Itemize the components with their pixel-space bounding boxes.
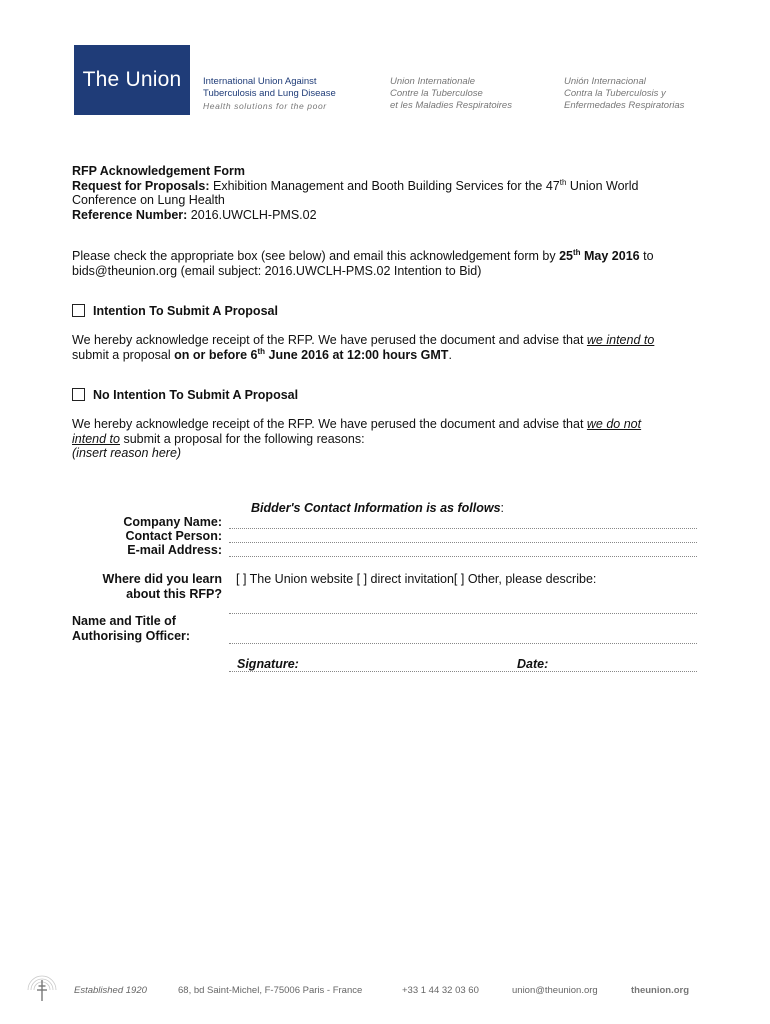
company-label: Company Name: [123,515,222,529]
logo-text: The Union [82,68,182,91]
signature-label: Signature: [237,657,299,671]
signature-field[interactable] [229,671,697,672]
learn-options[interactable]: [ ] The Union website [ ] direct invitation[ ] Other, please describe: [236,572,597,586]
org-es-line1: Unión Internacional [564,76,646,87]
intent-heading-text: Intention To Submit A Proposal [93,304,278,318]
intent-heading [72,304,278,319]
intent-deadline: on or before 6 [174,347,258,362]
instructions [72,249,712,278]
no-intent-heading-text: No Intention To Submit A Proposal [93,388,299,402]
org-name-english [203,76,336,112]
rfp-text: Exhibition Management and Booth Building Services for the 47 [209,178,560,193]
email-field[interactable] [229,556,697,557]
officer-label [72,614,190,643]
deadline-day: 25 [559,249,573,263]
person-field[interactable] [229,542,697,543]
org-name-french [390,76,512,112]
email-label: E-mail Address: [127,543,222,557]
form-title: RFP Acknowledgement Form [72,164,245,178]
instr-email-line: bids@theunion.org (email subject: 2016.UWCLH-PMS.02 Intention to Bid) [72,263,482,278]
footer-phone: +33 1 44 32 03 60 [402,985,479,996]
rfp-line [72,179,692,194]
org-en-line1: International Union Against [203,76,317,87]
intent-period: . [448,347,452,362]
form-header [72,164,692,222]
intent-checkbox[interactable] [72,304,85,317]
org-es-line3: Enfermedades Respiratorias [564,100,685,111]
officer-label-2: Authorising Officer: [72,628,191,643]
footer-email[interactable]: union@theunion.org [512,985,598,996]
footer-established: Established 1920 [74,985,147,996]
footer-website[interactable]: theunion.org [631,985,690,996]
deadline-month: May 2016 [580,249,640,263]
org-name-spanish [564,76,684,112]
reference-value: 2016.UWCLH-PMS.02 [187,207,317,222]
intent-text: We hereby acknowledge receipt of the RFP. We have perused the document and advise that [72,333,587,347]
intent-paragraph [72,333,712,362]
learn-label-1: Where did you learn [102,572,222,586]
rfp-text-3: Conference on Lung Health [72,193,225,207]
no-intent-underlined: we do not [586,417,642,431]
intent-deadline-sup: th [257,346,266,356]
lorraine-cross-icon [24,968,60,1004]
reason-placeholder[interactable]: (insert reason here) [72,446,182,460]
learn-other-field[interactable] [229,613,697,614]
contact-heading [251,501,504,516]
date-label: Date: [517,657,549,671]
intent-underlined: we intend to [586,333,655,347]
deadline-sup: th [572,247,581,257]
reference-line [72,208,692,223]
org-fr-line2: Contre la Tuberculose [390,88,483,99]
learn-label [72,572,222,601]
officer-label-1: Name and Title of [72,614,176,628]
org-en-line2: Tuberculosis and Lung Disease [203,88,336,99]
contact-heading-colon: : [500,501,505,515]
reference-label: Reference Number: [72,207,188,222]
contact-heading-text: Bidder's Contact Information is as follows [251,501,501,515]
no-intent-paragraph [72,417,712,461]
no-intent-text-2: submit a proposal for the following reasons: [119,431,365,446]
no-intent-underlined-2: intend to [72,431,120,446]
rfp-text-2: Union World [566,178,639,193]
rfp-label: Request for Proposals: [72,178,210,193]
footer-address: 68, bd Saint-Michel, F-75006 Paris - France [178,985,363,996]
no-intent-checkbox[interactable] [72,388,85,401]
org-tagline: Health solutions for the poor [203,101,327,111]
no-intent-text: We hereby acknowledge receipt of the RFP. We have perused the document and advise that [72,417,587,431]
no-intent-heading [72,388,298,403]
union-logo [74,45,190,115]
org-es-line2: Contra la Tuberculosis y [564,88,666,99]
instr-text-2: to [639,249,654,263]
intent-text-2: submit a proposal [72,347,175,362]
learn-label-2: about this RFP? [126,586,222,601]
intent-deadline-2: June 2016 at 12:00 hours GMT [265,347,449,362]
person-label: Contact Person: [125,529,222,543]
rfp-sup: th [559,177,567,187]
org-fr-line3: et les Maladies Respiratoires [390,100,512,111]
instr-text: Please check the appropriate box (see below) and email this acknowledgement form by [72,249,560,263]
company-field[interactable] [229,528,697,529]
org-fr-line1: Union Internationale [390,76,476,87]
officer-field[interactable] [229,643,697,644]
